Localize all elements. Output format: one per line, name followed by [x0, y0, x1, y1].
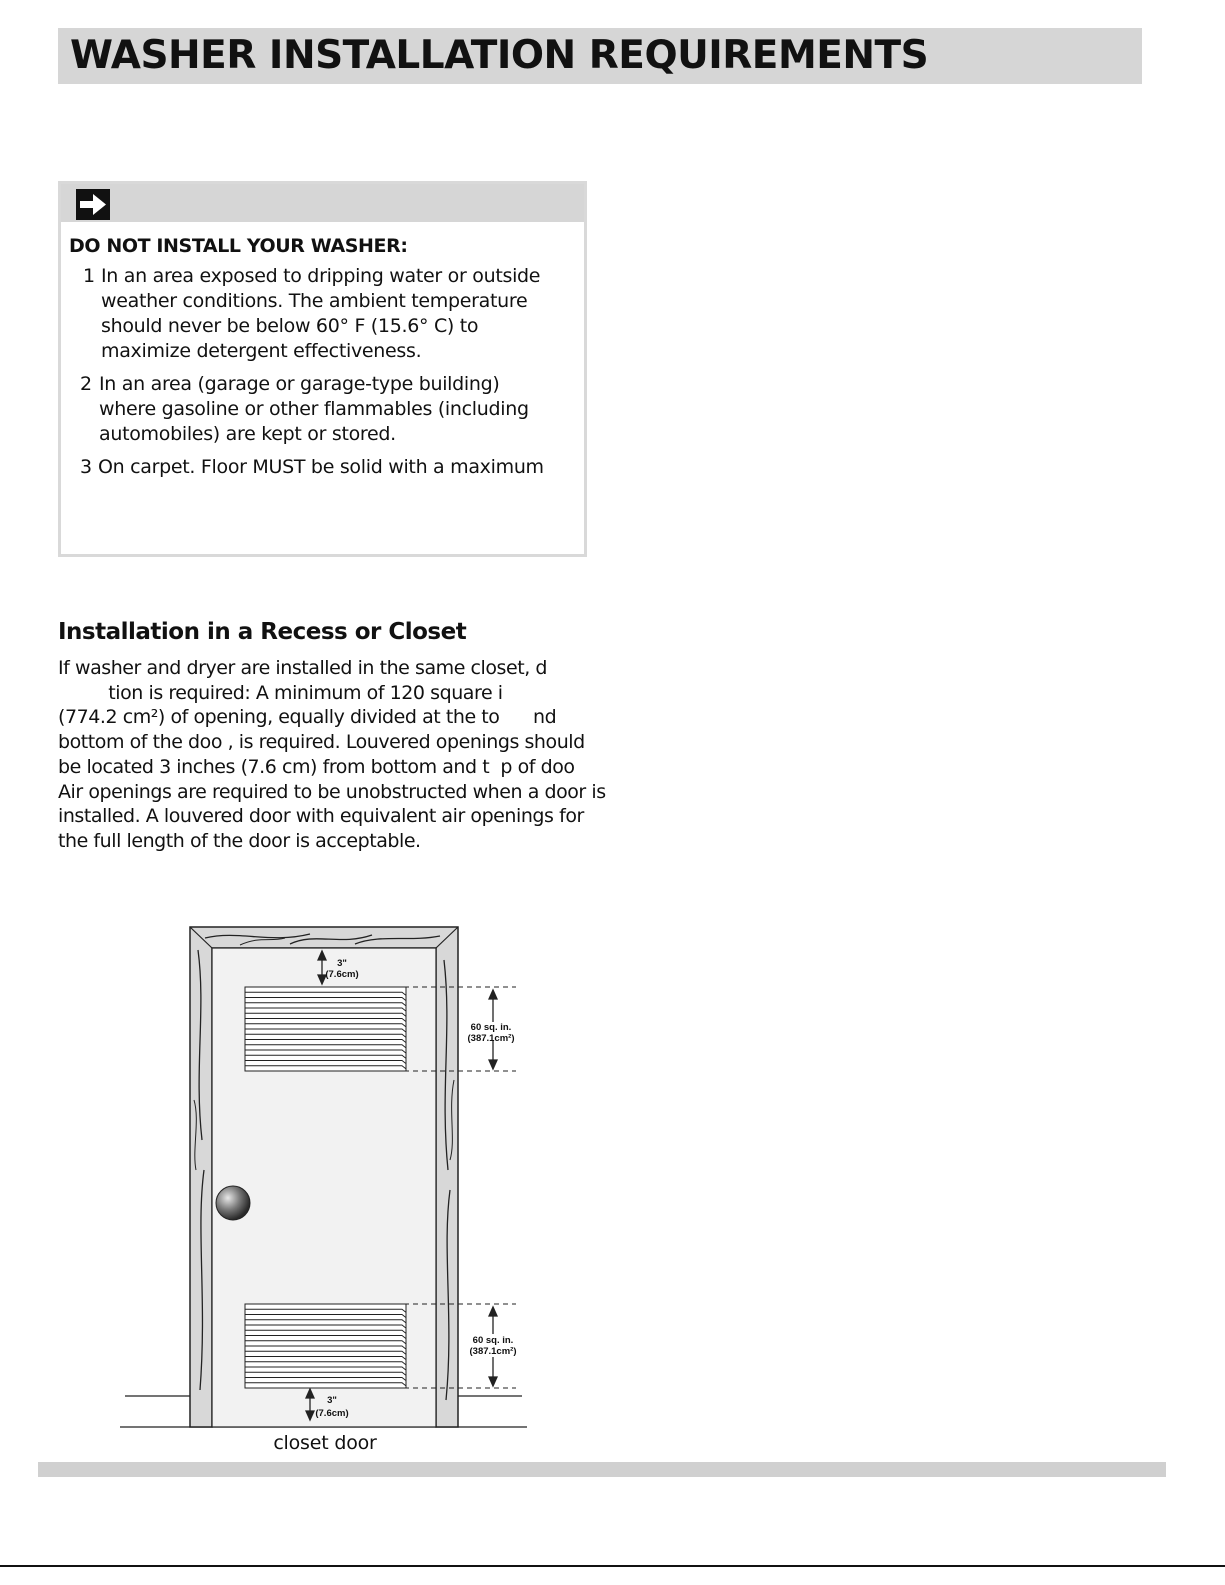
top-opening-label-2: (387.1cm²): [467, 1033, 515, 1044]
warning-item-number: 3: [80, 456, 92, 478]
closet-door-drawing: [110, 920, 540, 1440]
warning-header: [61, 184, 584, 222]
warning-item-number: 2: [80, 373, 92, 395]
warning-item-1: [83, 264, 540, 364]
top-gap-label-1: 3": [337, 958, 347, 969]
page-title: WASHER INSTALLATION REQUIREMENTS: [70, 33, 929, 78]
bottom-opening-label-1: 60 sq. in.: [472, 1335, 514, 1346]
bottom-gap-label-1: 3": [327, 1395, 337, 1406]
warning-item-2: [80, 372, 529, 447]
warning-item-number: 1: [83, 265, 95, 287]
bottom-louver-vent: [245, 1304, 406, 1388]
warning-item-text: On carpet. Floor MUST be solid with a maximum: [98, 456, 544, 478]
closet-door-diagram: [110, 920, 540, 1444]
top-gap-label-2: (7.6cm): [325, 969, 359, 980]
warning-item-3: [80, 455, 544, 480]
section-paragraph: If washer and dryer are installed in the same closet, d tion is required: A minimum of 120 square i (774.2 cm²) of opening, equally divided at the to nd bottom of the doo , is required. Louvered openings should be located 3 inches (7.6 cm) from bottom and t p of doo Air openings are required to be unobstructed when a door is installed. A louvered door with equivalent air openings for the full length of the door is acceptable.: [58, 657, 606, 852]
warning-box: [58, 181, 587, 557]
warning-item-text: In an area exposed to dripping water or outside weather conditions. The ambient temperature should never be below 60° F (15.6° C) to maximize detergent effectiveness.: [101, 265, 541, 362]
title-bar: [58, 28, 1142, 84]
diagram-caption: closet door: [273, 1432, 377, 1454]
right-arrow-icon: [76, 189, 110, 220]
bottom-rule: [0, 1565, 1225, 1567]
top-opening-label-1: 60 sq. in.: [470, 1022, 512, 1033]
bottom-gap-label-2: (7.6cm): [315, 1408, 349, 1419]
section-title: Installation in a Recess or Closet: [58, 619, 467, 645]
warning-item-text: In an area (garage or garage-type building) where gasoline or other flammables (including automobiles) are kept or stored.: [99, 373, 529, 445]
top-louver-vent: [245, 987, 406, 1071]
footer-bar: [38, 1462, 1166, 1477]
warning-heading: DO NOT INSTALL YOUR WASHER:: [69, 235, 408, 257]
door-knob: [216, 1186, 250, 1220]
bottom-opening-label-2: (387.1cm²): [469, 1346, 517, 1357]
